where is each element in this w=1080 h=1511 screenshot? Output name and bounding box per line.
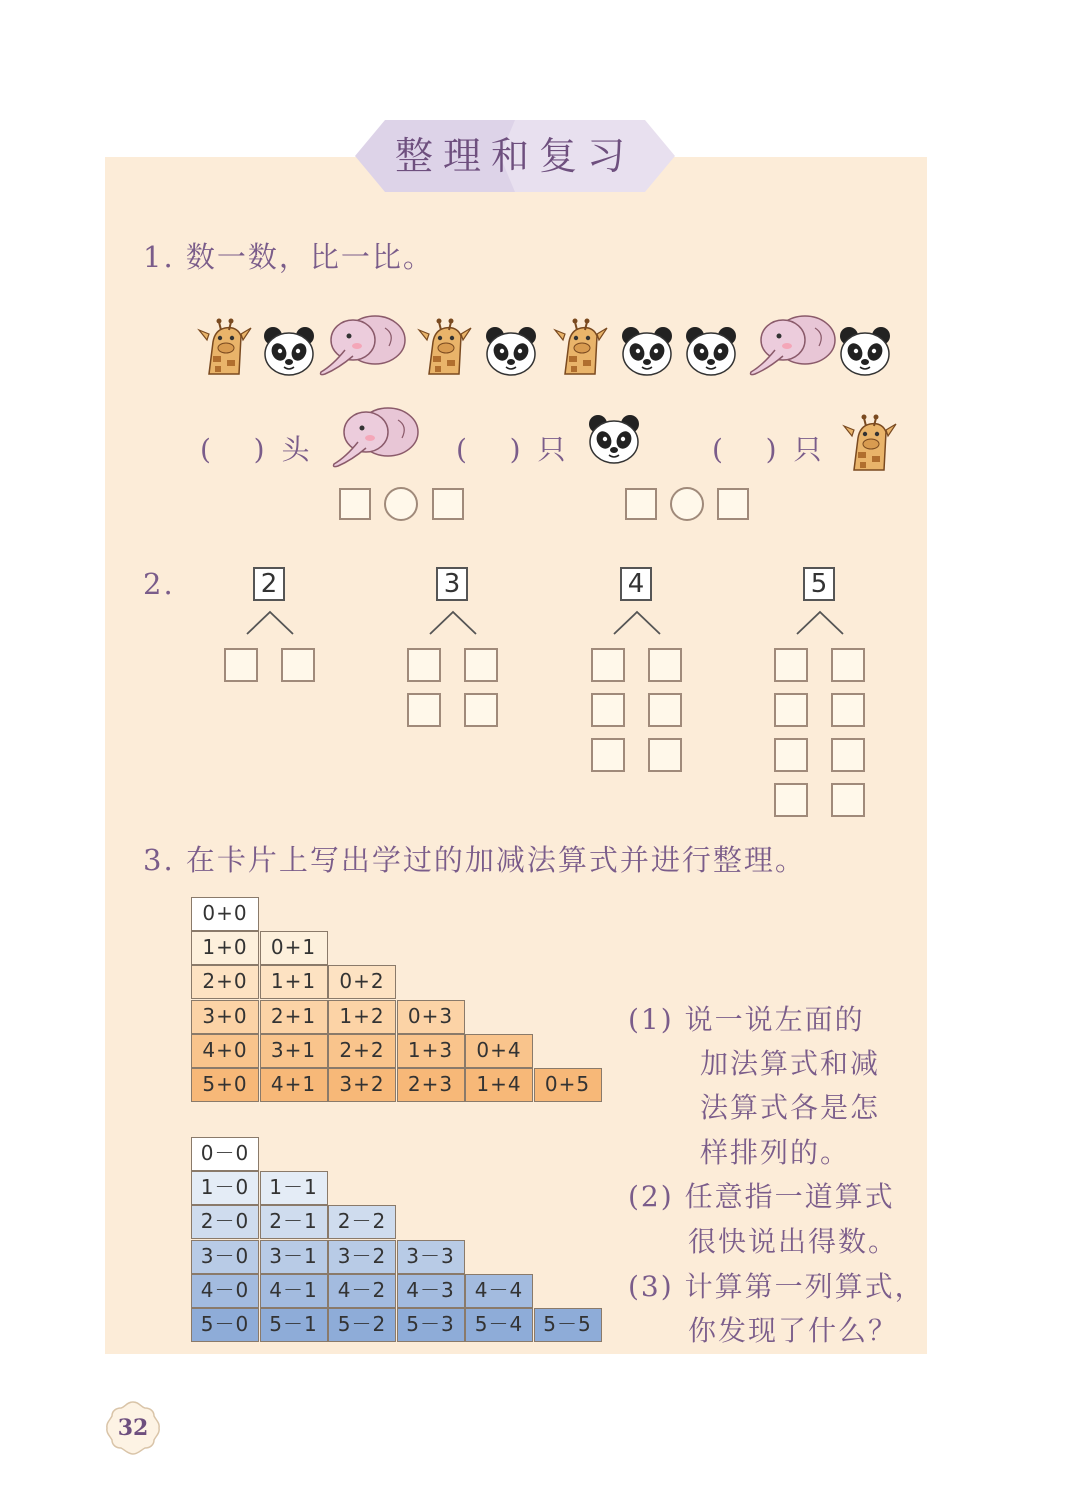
subtraction-card: 4－2 xyxy=(328,1274,396,1308)
addition-card: 2+0 xyxy=(191,965,259,999)
giraffe-icon xyxy=(840,410,900,476)
note-line: 你发现了什么？ xyxy=(688,1314,899,1347)
addition-card: 2+2 xyxy=(328,1034,396,1068)
split-answer-box[interactable] xyxy=(224,648,258,682)
subtraction-card: 1－0 xyxy=(191,1171,259,1205)
count-blank[interactable] xyxy=(712,428,825,468)
answer-box[interactable] xyxy=(625,488,657,520)
addition-card: 3+0 xyxy=(191,1000,259,1034)
addition-card: 4+1 xyxy=(260,1068,328,1102)
addition-card: 0+4 xyxy=(465,1034,533,1068)
note-line: 样排列的。 xyxy=(700,1136,851,1169)
split-answer-box[interactable] xyxy=(774,783,808,817)
split-answer-box[interactable] xyxy=(464,648,498,682)
answer-box[interactable] xyxy=(432,488,464,520)
split-answer-box[interactable] xyxy=(831,693,865,727)
title-banner xyxy=(355,120,675,192)
split-answer-box[interactable] xyxy=(591,693,625,727)
blank-space xyxy=(471,433,510,466)
unit-label: 只 xyxy=(524,433,570,466)
note-line: 加法算式和减 xyxy=(700,1047,881,1080)
note-line: 法算式各是怎 xyxy=(700,1091,881,1124)
paren-right: ) xyxy=(253,433,269,466)
split-answer-box[interactable] xyxy=(774,693,808,727)
elephant-icon xyxy=(328,402,420,474)
split-answer-box[interactable] xyxy=(591,738,625,772)
addition-card: 2+1 xyxy=(260,1000,328,1034)
total-number-box: 5 xyxy=(803,567,835,601)
compare-circle[interactable] xyxy=(384,487,418,521)
subtraction-card: 3－3 xyxy=(397,1240,465,1274)
addition-card: 0+1 xyxy=(260,931,328,965)
panda-icon xyxy=(259,322,319,382)
question-3-label: 3. 在卡片上写出学过的加减法算式并进行整理。 xyxy=(143,843,806,877)
note-line: (3) 计算第一列算式， xyxy=(628,1270,925,1303)
addition-card: 0+5 xyxy=(534,1068,602,1102)
subtraction-card: 4－3 xyxy=(397,1274,465,1308)
split-answer-box[interactable] xyxy=(648,648,682,682)
subtraction-card: 3－1 xyxy=(260,1240,328,1274)
giraffe-icon xyxy=(415,314,475,380)
branch-icon xyxy=(612,610,662,636)
branch-icon xyxy=(428,610,478,636)
addition-card: 0+3 xyxy=(397,1000,465,1034)
elephant-icon xyxy=(745,310,837,382)
subtraction-card: 5－5 xyxy=(534,1308,602,1342)
note-line: 很快说出得数。 xyxy=(688,1225,899,1258)
subtraction-card: 5－0 xyxy=(191,1308,259,1342)
unit-label: 只 xyxy=(780,433,826,466)
addition-card: 1+3 xyxy=(397,1034,465,1068)
count-blank[interactable] xyxy=(200,428,313,468)
subtraction-card: 1－1 xyxy=(260,1171,328,1205)
split-answer-box[interactable] xyxy=(281,648,315,682)
panda-icon xyxy=(584,410,644,470)
split-answer-box[interactable] xyxy=(774,738,808,772)
addition-card: 3+2 xyxy=(328,1068,396,1102)
split-answer-box[interactable] xyxy=(464,693,498,727)
addition-card: 5+0 xyxy=(191,1068,259,1102)
subtraction-card: 2－2 xyxy=(328,1205,396,1239)
split-answer-box[interactable] xyxy=(648,738,682,772)
note-line: (1) 说一说左面的 xyxy=(628,1003,865,1036)
subtraction-card: 3－2 xyxy=(328,1240,396,1274)
blank-space xyxy=(727,433,766,466)
page-title: 整理和复习 xyxy=(394,134,635,178)
addition-card: 4+0 xyxy=(191,1034,259,1068)
panda-icon xyxy=(835,322,895,382)
question-2-label: 2. xyxy=(143,567,175,601)
addition-card: 0+2 xyxy=(328,965,396,999)
paren-left: ( xyxy=(456,433,471,466)
addition-card: 1+4 xyxy=(465,1068,533,1102)
giraffe-icon xyxy=(551,314,611,380)
paren-left: ( xyxy=(712,433,727,466)
paren-right: ) xyxy=(765,433,781,466)
page-number-badge xyxy=(103,1398,163,1458)
split-answer-box[interactable] xyxy=(648,693,682,727)
total-number-box: 4 xyxy=(620,567,652,601)
split-answer-box[interactable] xyxy=(831,783,865,817)
panda-icon xyxy=(681,322,741,382)
total-number-box: 3 xyxy=(436,567,468,601)
subtraction-card: 3－0 xyxy=(191,1240,259,1274)
subtraction-card: 5－2 xyxy=(328,1308,396,1342)
subtraction-card: 4－4 xyxy=(465,1274,533,1308)
branch-icon xyxy=(245,610,295,636)
subtraction-card: 5－3 xyxy=(397,1308,465,1342)
answer-box[interactable] xyxy=(339,488,371,520)
count-blank[interactable] xyxy=(456,428,569,468)
addition-card: 2+3 xyxy=(397,1068,465,1102)
addition-card: 0+0 xyxy=(191,897,259,931)
split-answer-box[interactable] xyxy=(831,648,865,682)
addition-card: 3+1 xyxy=(260,1034,328,1068)
split-answer-box[interactable] xyxy=(591,648,625,682)
question-1-label: 1. 数一数，比一比。 xyxy=(143,240,434,274)
branch-icon xyxy=(795,610,845,636)
subtraction-card: 0－0 xyxy=(191,1137,259,1171)
addition-card: 1+1 xyxy=(260,965,328,999)
unit-label: 头 xyxy=(268,433,314,466)
addition-card: 1+0 xyxy=(191,931,259,965)
panda-icon xyxy=(617,322,677,382)
page-number: 32 xyxy=(117,1415,149,1441)
subtraction-card: 2－1 xyxy=(260,1205,328,1239)
subtraction-card: 2－0 xyxy=(191,1205,259,1239)
compare-circle[interactable] xyxy=(670,487,704,521)
subtraction-card: 5－1 xyxy=(260,1308,328,1342)
subtraction-card: 4－1 xyxy=(260,1274,328,1308)
split-answer-box[interactable] xyxy=(407,648,441,682)
paren-left: ( xyxy=(200,433,215,466)
paren-right: ) xyxy=(509,433,525,466)
blank-space xyxy=(215,433,254,466)
elephant-icon xyxy=(315,310,407,382)
giraffe-icon xyxy=(195,314,255,380)
split-answer-box[interactable] xyxy=(774,648,808,682)
panda-icon xyxy=(481,322,541,382)
split-answer-box[interactable] xyxy=(831,738,865,772)
addition-card: 1+2 xyxy=(328,1000,396,1034)
note-line: (2) 任意指一道算式 xyxy=(628,1180,895,1213)
answer-box[interactable] xyxy=(717,488,749,520)
subtraction-card: 4－0 xyxy=(191,1274,259,1308)
split-answer-box[interactable] xyxy=(407,693,441,727)
total-number-box: 2 xyxy=(253,567,285,601)
subtraction-card: 5－4 xyxy=(465,1308,533,1342)
